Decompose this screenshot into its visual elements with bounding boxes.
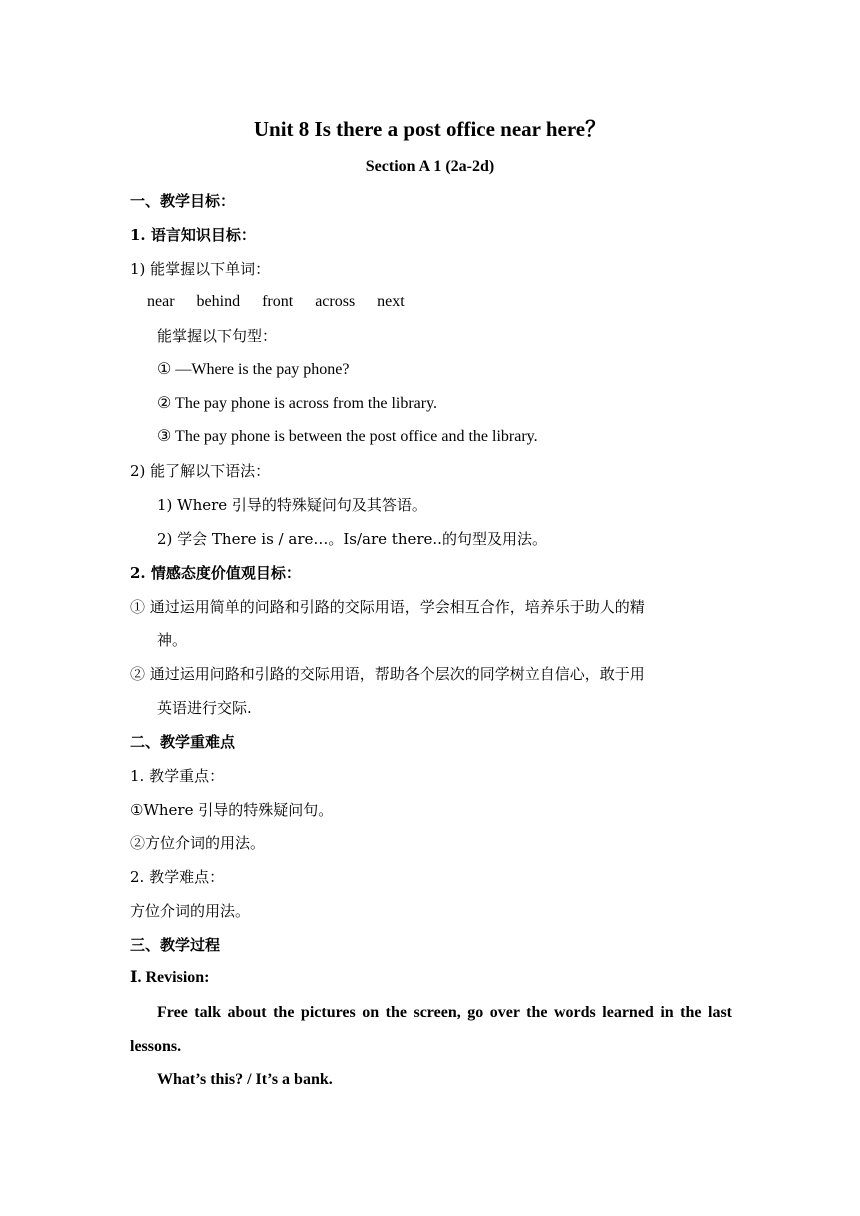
section-1-2-heading: 2. 情感态度价值观目标： (130, 564, 301, 582)
section-2-1: 1. 教学重点： (130, 767, 225, 785)
sentences-heading: 能掌握以下句型： (157, 327, 278, 345)
word-item: front (262, 293, 294, 310)
grammar-item: 2) 学会 There is / are…。Is/are there..的句型及用法。 (157, 530, 547, 548)
grammar-item: 1) Where 引导的特殊疑问句及其答语。 (157, 496, 427, 514)
sentence-item: ① —Where is the pay phone? (157, 361, 350, 378)
item-1-1-1: 1) 能掌握以下单词： (130, 260, 271, 278)
sentence-item: ③ The pay phone is between the post office and the library. (157, 428, 538, 445)
revision-heading: Ⅰ. Revision: (130, 969, 210, 986)
goal-2-line-1: ② 通过运用问路和引路的交际用语，帮助各个层次的同学树立自信心，敢于用 (130, 665, 645, 683)
word-item: behind (196, 293, 241, 310)
word-item: near (147, 293, 175, 310)
goal-1-line-2: 神。 (157, 631, 188, 649)
section-2-2-a: 方位介词的用法。 (130, 902, 251, 920)
word-item: across (315, 293, 356, 310)
section-2-1-b: ②方位介词的用法。 (130, 834, 266, 852)
goal-2-line-2: 英语进行交际. (157, 699, 252, 717)
revision-example: What’s this? / It’s a bank. (157, 1071, 333, 1088)
document-title: Unit 8 Is there a post office near here？ (253, 117, 607, 141)
word-item: next (377, 293, 405, 310)
sentence-item: ② The pay phone is across from the library. (157, 395, 438, 412)
document-subtitle: Section A 1 (2a-2d) (365, 158, 495, 175)
section-3-heading: 三、教学过程 (130, 936, 221, 954)
revision-paragraph: Free talk about the pictures on the screen, go over the words learned in the last lessons. (130, 1004, 732, 1055)
section-1-heading: 一、教学目标： (130, 192, 236, 210)
word-list (147, 292, 423, 312)
item-1-1-2: 2) 能了解以下语法： (130, 462, 271, 480)
section-2-2: 2. 教学难点： (130, 868, 225, 886)
section-1-1-heading: 1. 语言知识目标： (130, 226, 256, 244)
goal-1-line-1: ① 通过运用简单的问路和引路的交际用语，学会相互合作，培养乐于助人的精 (130, 598, 645, 616)
section-2-heading: 二、教学重难点 (130, 733, 236, 751)
section-2-1-a: ①Where 引导的特殊疑问句。 (130, 801, 334, 819)
